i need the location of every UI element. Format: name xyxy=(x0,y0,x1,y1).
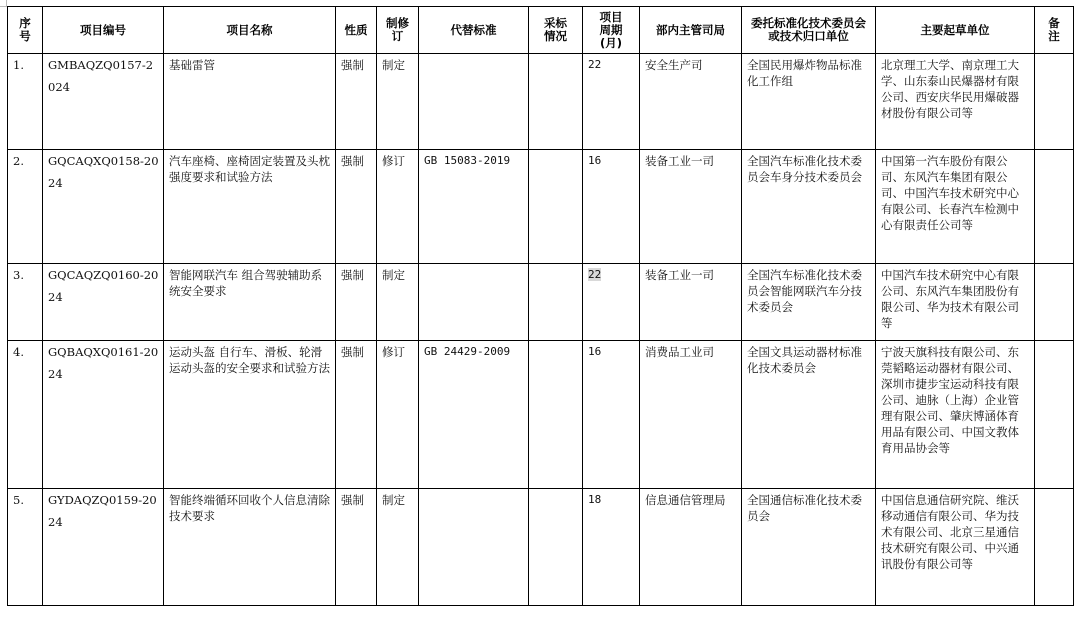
table-row xyxy=(8,54,1074,150)
cell-seq: 1. xyxy=(8,54,43,150)
table-row xyxy=(8,489,1074,606)
cell-name: 智能终端循环回收个人信息清除技术要求 xyxy=(164,489,336,606)
cell-seq: 2. xyxy=(8,150,43,264)
cell-period: 16 xyxy=(583,150,640,264)
cell-code: GQCAQXQ0158-2024 xyxy=(43,150,164,264)
header-name: 项目名称 xyxy=(164,7,336,54)
cell-adopt xyxy=(529,489,583,606)
header-drafter: 主要起草单位 xyxy=(876,7,1035,54)
cell-seq: 4. xyxy=(8,341,43,489)
header-committee: 委托标准化技术委员会或技术归口单位 xyxy=(742,7,876,54)
cell-name: 运动头盔 自行车、滑板、轮滑运动头盔的安全要求和试验方法 xyxy=(164,341,336,489)
cell-dept: 安全生产司 xyxy=(640,54,742,150)
cell-drafter: 北京理工大学、南京理工大学、山东泰山民爆器材有限公司、西安庆华民用爆破器材股份有限公司等 xyxy=(876,54,1035,150)
cell-replace xyxy=(419,264,529,341)
cell-revision: 制定 xyxy=(377,264,419,341)
cell-code: GQBAQXQ0161-2024 xyxy=(43,341,164,489)
header-seq: 序号 xyxy=(8,7,43,54)
table-row xyxy=(8,150,1074,264)
cell-seq: 5. xyxy=(8,489,43,606)
cell-dept: 装备工业一司 xyxy=(640,264,742,341)
header-remark: 备注 xyxy=(1035,7,1074,54)
cell-committee: 全国民用爆炸物品标准化工作组 xyxy=(742,54,876,150)
cell-adopt xyxy=(529,264,583,341)
cell-period: 18 xyxy=(583,489,640,606)
cell-code: GYDAQZQ0159-2024 xyxy=(43,489,164,606)
cell-dept: 装备工业一司 xyxy=(640,150,742,264)
table-header-row xyxy=(8,7,1074,54)
cell-adopt xyxy=(529,54,583,150)
cell-revision: 修订 xyxy=(377,341,419,489)
cell-name: 智能网联汽车 组合驾驶辅助系统安全要求 xyxy=(164,264,336,341)
cell-revision: 制定 xyxy=(377,54,419,150)
standards-project-table xyxy=(7,6,1074,606)
cell-code: GMBAQZQ0157-2024 xyxy=(43,54,164,150)
cell-revision: 制定 xyxy=(377,489,419,606)
cell-replace xyxy=(419,54,529,150)
cell-committee: 全国文具运动器材标准化技术委员会 xyxy=(742,341,876,489)
header-revision: 制修订 xyxy=(377,7,419,54)
cell-committee: 全国汽车标准化技术委员会车身分技术委员会 xyxy=(742,150,876,264)
cell-adopt xyxy=(529,150,583,264)
cell-remark xyxy=(1035,341,1074,489)
table-row xyxy=(8,341,1074,489)
cell-remark xyxy=(1035,489,1074,606)
cell-revision: 修订 xyxy=(377,150,419,264)
cell-dept: 信息通信管理局 xyxy=(640,489,742,606)
cell-period: 22 xyxy=(583,54,640,150)
cell-nature: 强制 xyxy=(336,264,377,341)
cell-drafter: 宁波天旗科技有限公司、东莞韬略运动器材有限公司、深圳市捷步宝运动科技有限公司、迪脉（上海）企业管理有限公司、肇庆博涵体育用品有限公司、中国文教体育用品协会等 xyxy=(876,341,1035,489)
cell-committee: 全国通信标准化技术委员会 xyxy=(742,489,876,606)
cell-code: GQCAQZQ0160-2024 xyxy=(43,264,164,341)
cell-period xyxy=(583,264,640,341)
standards-project-table-sheet xyxy=(7,6,1074,606)
cell-drafter: 中国第一汽车股份有限公司、东风汽车集团有限公司、中国汽车技术研究中心有限公司、长春汽车检测中心有限责任公司等 xyxy=(876,150,1035,264)
header-adopt: 采标情况 xyxy=(529,7,583,54)
cell-drafter: 中国汽车技术研究中心有限公司、东风汽车集团股份有限公司、华为技术有限公司等 xyxy=(876,264,1035,341)
cell-drafter: 中国信息通信研究院、维沃移动通信有限公司、华为技术有限公司、北京三星通信技术研究有限公司、中兴通讯股份有限公司等 xyxy=(876,489,1035,606)
cell-nature: 强制 xyxy=(336,54,377,150)
cell-name: 汽车座椅、座椅固定装置及头枕强度要求和试验方法 xyxy=(164,150,336,264)
cell-nature: 强制 xyxy=(336,341,377,489)
cell-replace: GB 24429-2009 xyxy=(419,341,529,489)
header-period: 项目周期(月) xyxy=(583,7,640,54)
cell-name: 基础雷管 xyxy=(164,54,336,150)
cell-remark xyxy=(1035,150,1074,264)
header-replace: 代替标准 xyxy=(419,7,529,54)
cell-committee: 全国汽车标准化技术委员会智能网联汽车分技术委员会 xyxy=(742,264,876,341)
highlighted-period-value: 22 xyxy=(588,268,602,281)
header-code: 项目编号 xyxy=(43,7,164,54)
cell-nature: 强制 xyxy=(336,489,377,606)
cell-remark xyxy=(1035,54,1074,150)
cell-remark xyxy=(1035,264,1074,341)
cell-dept: 消费品工业司 xyxy=(640,341,742,489)
cell-period: 16 xyxy=(583,341,640,489)
header-nature: 性质 xyxy=(336,7,377,54)
cell-replace: GB 15083-2019 xyxy=(419,150,529,264)
cell-seq: 3. xyxy=(8,264,43,341)
cell-nature: 强制 xyxy=(336,150,377,264)
header-dept: 部内主管司局 xyxy=(640,7,742,54)
cell-adopt xyxy=(529,341,583,489)
page-corner-mark xyxy=(0,0,7,7)
table-row xyxy=(8,264,1074,341)
cell-replace xyxy=(419,489,529,606)
